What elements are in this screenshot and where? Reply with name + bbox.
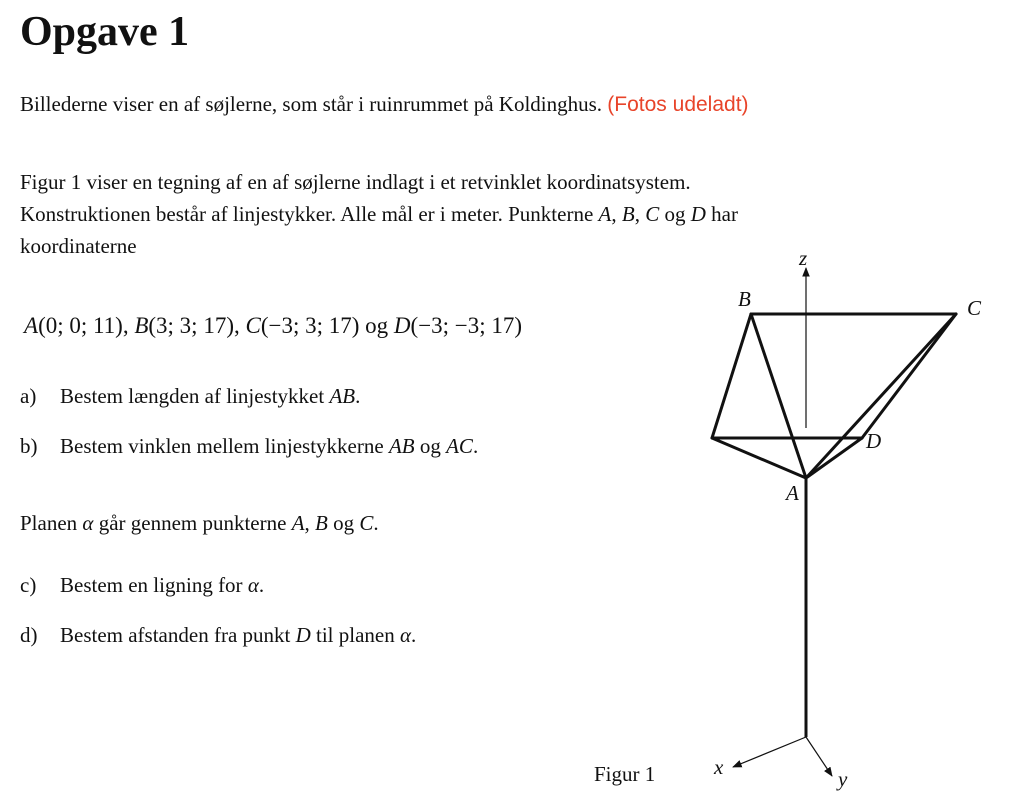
label-c: C — [967, 296, 982, 320]
label-z: z — [799, 246, 808, 270]
photos-omitted-note: (Fotos udeladt) — [607, 93, 749, 116]
label-d: D — [866, 429, 882, 453]
question-text: Bestem en ligning for — [60, 573, 248, 597]
point-a-coords: (0; 0; 11) — [38, 313, 123, 338]
question-end: . — [472, 434, 479, 458]
figure-caption: Figur 1 — [594, 762, 656, 786]
question-text: Bestem afstanden fra punkt — [60, 623, 296, 647]
question-end: . — [258, 573, 265, 597]
text-segment: . — [373, 511, 379, 535]
var-alpha: α — [82, 511, 94, 535]
var-a: A — [291, 511, 305, 535]
question-mid: og — [414, 434, 447, 458]
label-y: y — [838, 767, 848, 791]
edge-a-b — [751, 314, 806, 478]
text-segment: , — [611, 202, 622, 226]
question-label: c) — [20, 573, 37, 597]
text-segment: Konstruktionen består af linjestykker. Alle mål er i meter. Punkterne — [20, 202, 599, 226]
question-end: . — [355, 384, 361, 408]
page-title: Opgave 1 — [20, 9, 190, 55]
text-segment: , — [304, 511, 316, 535]
question-var-2: AC — [446, 434, 473, 458]
question-var: AB — [388, 434, 415, 458]
var-d: D — [690, 202, 706, 226]
edge-a-back — [712, 438, 806, 478]
point-b-coords: (3; 3; 17) — [148, 313, 234, 338]
og-word: og — [365, 313, 389, 338]
figure-description-line-1: Figur 1 viser en tegning af en af søjlerne indlagt i et retvinklet koordinatsystem. — [20, 170, 691, 194]
text-segment: , — [634, 202, 646, 226]
edge-c-d — [862, 314, 956, 438]
question-end: . — [411, 623, 417, 647]
question-label: b) — [20, 434, 38, 458]
intro-text: Billederne viser en af søjlerne, som står i ruinrummet på Koldinghus. — [20, 92, 603, 116]
var-c: C — [359, 511, 374, 535]
var-b: B — [315, 511, 328, 535]
text-segment: går gennem punkterne — [93, 511, 292, 535]
question-var: D — [295, 623, 311, 647]
question-var: AB — [329, 384, 356, 408]
coordinates-formula: A(0; 0; 11), B(3; 3; 17), C(−3; 3; 17) og D(−3; −3; 17) — [24, 313, 523, 338]
text-segment: og — [659, 202, 691, 226]
question-var-2: α — [400, 623, 412, 647]
label-b: B — [738, 287, 751, 311]
question-label: d) — [20, 623, 38, 647]
text-segment: Planen — [20, 511, 83, 535]
edge-b-back — [712, 314, 751, 438]
question-var: α — [247, 573, 259, 597]
label-a: A — [786, 481, 799, 505]
text-segment: har — [705, 202, 738, 226]
point-c-name: C — [245, 313, 261, 338]
point-d-coords: (−3; −3; 17) — [410, 313, 523, 338]
point-a-name: A — [24, 313, 39, 338]
edge-a-d — [806, 438, 862, 478]
question-text: Bestem længden af linjestykket — [60, 384, 330, 408]
var-c: C — [645, 202, 660, 226]
figure-description-line-3: koordinaterne — [20, 234, 137, 258]
question-mid: til planen — [310, 623, 400, 647]
question-text: Bestem vinklen mellem linjestykkerne — [60, 434, 389, 458]
var-a: A — [598, 202, 612, 226]
label-x: x — [714, 755, 724, 779]
y-axis — [806, 737, 832, 776]
point-c-coords: (−3; 3; 17) — [260, 313, 360, 338]
edge-a-c — [806, 314, 956, 478]
point-b-name: B — [134, 313, 149, 338]
x-axis — [733, 737, 806, 767]
var-b: B — [621, 202, 635, 226]
point-d-name: D — [393, 313, 411, 338]
text-segment: og — [327, 511, 360, 535]
question-label: a) — [20, 384, 37, 408]
